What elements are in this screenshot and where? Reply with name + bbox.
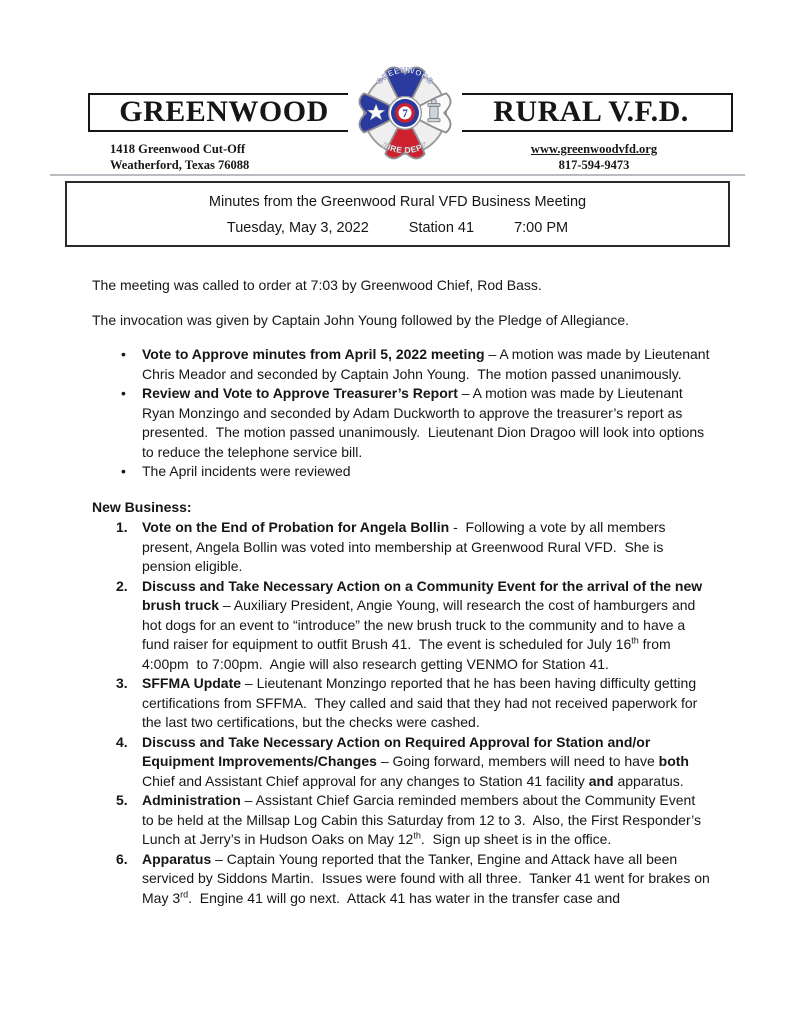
item-marker: 6. [116,850,128,867]
item-text [142,577,710,675]
badge-top-text: GREENWOOD [374,65,436,87]
header-divider [50,174,745,176]
bold-text: Discuss and Take Necessary Action on a Community Event for the arrival of the new brush truck [142,577,707,613]
badge-number: 7 [402,108,408,121]
bold-text: Discuss and Take Necessary Action on Required Approval for Station and/or Equipment Improvements/Changes [142,733,655,769]
item-text [142,791,710,850]
department-name-right: RURAL V.F.D. [493,95,689,128]
bold-text: Vote on the End of Probation for Angela Bollin [142,519,450,535]
meeting-station: Station 41 [408,220,475,236]
bold-text: SFFMA Update [142,675,242,691]
minutes-title-box [65,181,730,247]
item-marker: 4. [116,733,128,750]
paragraph: The meeting was called to order at 7:03 by Greenwood Chief, Rod Bass. [92,277,542,293]
contact-block [468,142,720,173]
text: . Sign up sheet is in the office. [420,831,612,847]
bold-text: and [588,772,614,789]
list-item [92,850,714,909]
numbered-list [92,518,714,908]
item-text [142,462,710,482]
list-item [92,345,714,384]
meeting-date: Tuesday, May 3, 2022 [226,220,369,236]
badge-bottom-text: FIRE DEPT [381,139,429,156]
text: – Lieutenant Monzingo reported that he has been having difficulty getting certifications from SFFMA. They called and said that they had not received paperwork for the last two certifications, but the checks were cashed. [142,675,702,730]
minutes-subtitle [67,220,728,236]
list-item [92,518,710,577]
item-marker: 1. [116,519,128,535]
paragraph: The invocation was given by Captain John Young followed by the Pledge of Allegiance. [92,311,630,328]
list-item [92,674,710,733]
text: – Captain Young reported that the Tanker, Engine and Attack have all been serviced by Siddons Martin. Issues were found with all three. Tanker 41 went for brakes on May 3 [142,850,714,906]
minutes-body [92,276,714,908]
text: – Going forward, members will need to have [376,753,659,769]
item-marker: 2. [116,577,128,594]
list-item [92,791,710,850]
item-marker: • [121,346,126,362]
item-text [142,384,710,462]
text: – A motion was made by Lieutenant Ryan Monzingo and seconded by Adam Duckworth to approve the treasurer’s report as presented. The motion passed unanimously. Lieutenant Dion Dragoo will look into options to reduce the telephone service bill. [142,385,709,460]
bold-text: Review and Vote to Approve Treasurer’s Report [142,385,458,401]
text: – A motion was made by Lieutenant Chris Meador and seconded by Captain John Young. The motion passed unanimously. [142,346,714,382]
website-link[interactable]: www.greenwoodvfd.org [530,142,658,156]
item-text [142,518,710,577]
list-item [92,384,710,462]
text: . Engine 41 will go next. Attack 41 has water in the transfer case and [188,889,621,906]
intro-paragraphs [92,276,710,330]
meeting-time: 7:00 PM [514,220,569,236]
phone-number: 817-594-9473 [558,157,630,172]
fire-dept-logo [348,55,462,169]
item-text [142,345,714,384]
address-line2: Weatherford, Texas 76088 [110,157,250,172]
department-name-left: GREENWOOD [119,95,329,128]
text: The April incidents were reviewed [142,463,351,479]
list-item [92,462,710,482]
superscript-text: rd [180,888,189,899]
item-text [142,850,714,909]
text: – Assistant Chief Garcia reminded members about the Community Event to be held at the Millsap Log Cabin this Saturday from 12 to 3. Also, the First Responder’s Lunch at Jerry’s in Hudson Oaks on May 12 [142,792,705,847]
bold-text: both [658,753,689,769]
list-item [92,577,710,675]
superscript-text: th [413,830,421,841]
text: apparatus. [613,772,684,789]
address-line1: 1418 Greenwood Cut-Off [110,142,246,156]
list-item [92,733,710,792]
bullet-list [92,345,714,482]
item-marker: • [121,385,126,401]
item-marker: 5. [116,792,128,808]
text: - Following a vote by all members present, Angela Bollin was voted into membership at Greenwood Rural VFD. She is pension eligible. [142,519,670,574]
item-text [142,733,710,792]
text: from 4:00pm to 7:00pm. Angie will also research getting VENMO for Station 41. [142,636,675,672]
address-block [110,142,249,173]
item-marker: • [121,463,126,479]
section-heading: New Business: [92,498,192,515]
bold-text: Apparatus [142,850,212,867]
bold-text: Administration [142,792,241,808]
fire-dept-badge-icon [349,56,461,168]
minutes-title: Minutes from the Greenwood Rural VFD Business Meeting [208,194,587,210]
item-marker: 3. [116,675,128,691]
text: Chief and Assistant Chief approval for any changes to Station 41 facility [142,753,693,789]
text: – Auxiliary President, Angie Young, will research the cost of hamburgers and hot dogs for an event to “introduce” the new brush truck to the community and to have a fund raiser for equipment to outfit Brush 41. The event is scheduled for July 16 [142,597,700,652]
superscript-text: th [631,635,639,646]
bold-text: Vote to Approve minutes from April 5, 2022 meeting [142,346,485,362]
item-text [142,674,710,733]
